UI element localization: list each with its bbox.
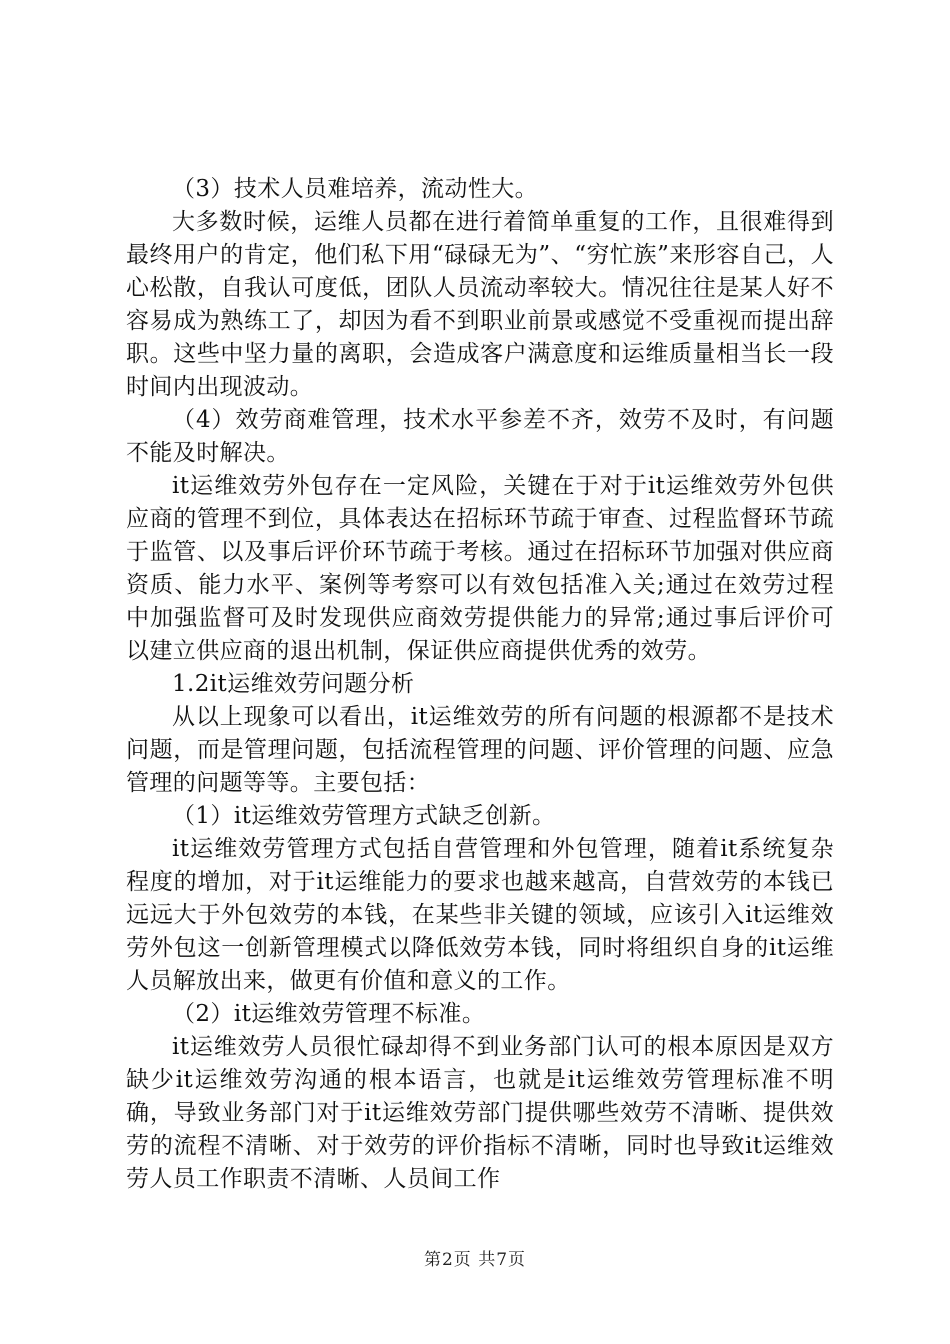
paragraph: 从以上现象可以看出，it运维效劳的所有问题的根源都不是技术问题，而是管理问题，包括流程管理的问题、评价管理的问题、应急管理的问题等等。主要包括： (126, 704, 834, 796)
subheading-3: （3）技术人员难培养，流动性大。 (172, 176, 539, 202)
paragraph: 大多数时候，运维人员都在进行着简单重复的工作，且很难得到最终用户的肯定，他们私下用“碌碌无为”、“穷忙族”来形容自己，人心松散，自我认可度低，团队人员流动率较大。情况往往是某人好不容易成为熟练工了，却因为看不到职业前景或感觉不受重视而提出辞职。这些中坚力量的离职，会造成客户满意度和运维质量相当长一段时间内出现波动。 (126, 209, 834, 400)
subheading-1: （1）it运维效劳管理方式缺乏创新。 (172, 803, 556, 829)
subheading-2: （2）it运维效劳管理不标准。 (172, 1001, 486, 1027)
section-heading: 1.2it运维效劳问题分析 (172, 671, 415, 697)
document-body (126, 173, 834, 1196)
paragraph: it运维效劳管理方式包括自营管理和外包管理，随着it系统复杂程度的增加，对于it运维能力的要求也越来越高，自营效劳的本钱已远远大于外包效劳的本钱，在某些非关键的领域，应该引入it运维效劳外包这一创新管理模式以降低效劳本钱，同时将组织自身的it运维人员解放出来，做更有价值和意义的工作。 (126, 836, 834, 994)
subheading-4: （4）效劳商难管理，技术水平参差不齐，效劳不及时，有问题不能及时解决。 (126, 407, 834, 466)
paragraph: it运维效劳人员很忙碌却得不到业务部门认可的根本原因是双方缺少it运维效劳沟通的根本语言，也就是it运维效劳管理标准不明确，导致业务部门对于it运维效劳部门提供哪些效劳不清晰、提供效劳的流程不清晰、对于效劳的评价指标不清晰，同时也导致it运维效劳人员工作职责不清晰、人员间工作 (126, 1034, 834, 1192)
paragraph: it运维效劳外包存在一定风险，关键在于对于it运维效劳外包供应商的管理不到位，具体表达在招标环节疏于审查、过程监督环节疏于监管、以及事后评价环节疏于考核。通过在招标环节加强对供应商资质、能力水平、案例等考察可以有效包括准入关;通过在效劳过程中加强监督可及时发现供应商效劳提供能力的异常;通过事后评价可以建立供应商的退出机制，保证供应商提供优秀的效劳。 (126, 473, 834, 664)
page-footer: 第2页 共7页 (423, 1250, 527, 1270)
